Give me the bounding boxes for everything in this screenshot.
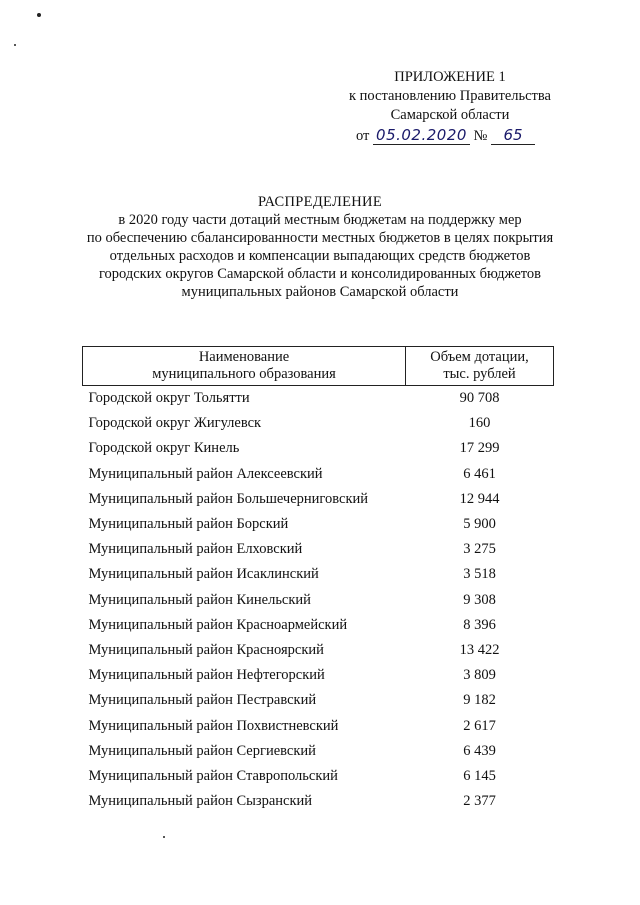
- municipality-name: Муниципальный район Сергиевский: [88, 742, 316, 759]
- table-header-row: [83, 347, 554, 386]
- number-prefix: №: [473, 128, 488, 144]
- subsidy-amount: 9 182: [463, 692, 496, 709]
- municipality-name: Муниципальный район Исаклинский: [88, 566, 319, 583]
- subsidy-amount: 6 461: [463, 465, 496, 482]
- table-row: [83, 487, 554, 512]
- municipality-name: Муниципальный район Борский: [88, 516, 289, 533]
- subsidy-amount: 6 439: [463, 742, 496, 759]
- subsidy-amount: 5 900: [463, 516, 496, 533]
- municipality-name: Муниципальный район Похвистневский: [88, 717, 339, 734]
- appendix-title: ПРИЛОЖЕНИЕ 1: [394, 69, 506, 85]
- order-number: 65: [491, 126, 535, 145]
- table-row: [83, 688, 554, 713]
- title-line: городских округов Самарской области и консолидированных бюджетов: [98, 266, 542, 282]
- table-row: [83, 537, 554, 562]
- appendix-block: [330, 68, 570, 125]
- table-row: [83, 789, 554, 814]
- table-row: [83, 512, 554, 537]
- table-row: [83, 386, 554, 412]
- subsidy-amount: 17 299: [459, 440, 500, 457]
- subsidy-amount: 3 275: [463, 541, 496, 558]
- scan-speck: [14, 44, 16, 46]
- subsidy-amount: 2 617: [463, 717, 496, 734]
- municipality-name: Муниципальный район Елховский: [88, 541, 303, 558]
- subsidy-amount: 6 145: [463, 767, 496, 784]
- order-line: [356, 126, 535, 145]
- municipality-name: Городской округ Жигулевск: [88, 415, 262, 432]
- table-row: [83, 663, 554, 688]
- title-heading: РАСПРЕДЕЛЕНИЕ: [258, 194, 382, 210]
- municipality-name: Муниципальный район Алексеевский: [88, 465, 323, 482]
- municipality-name: Муниципальный район Красноярский: [88, 641, 324, 658]
- municipality-name: Муниципальный район Сызранский: [88, 793, 313, 810]
- subsidy-amount: 2 377: [463, 793, 496, 810]
- header-value-line: тыс. рублей: [443, 366, 516, 382]
- municipality-name: Городской округ Кинель: [88, 440, 240, 457]
- municipality-name: Муниципальный район Красноармейский: [88, 616, 348, 633]
- municipality-name: Муниципальный район Пестравский: [88, 692, 317, 709]
- subsidy-amount: 13 422: [459, 641, 500, 658]
- table-row: [83, 739, 554, 764]
- header-name-line: Наименование: [198, 349, 290, 365]
- table-row: [83, 562, 554, 587]
- table-body: [83, 386, 554, 815]
- municipality-name: Муниципальный район Большечерниговский: [88, 490, 369, 507]
- header-value: [406, 347, 554, 386]
- appendix-region: Самарской области: [390, 107, 510, 123]
- municipality-name: Городской округ Тольятти: [88, 390, 250, 407]
- header-value-line: Объем дотации,: [430, 349, 529, 365]
- appendix-reference: к постановлению Правительства: [349, 88, 551, 104]
- title-line: по обеспечению сбалансированности местных бюджетов в целях покрытия: [86, 230, 554, 246]
- scan-speck: [163, 836, 165, 838]
- date-prefix: от: [356, 128, 370, 144]
- municipality-name: Муниципальный район Ставропольский: [88, 767, 338, 784]
- document-title: [60, 193, 580, 301]
- table-row: [83, 411, 554, 436]
- subsidy-amount: 9 308: [463, 591, 496, 608]
- title-line: в 2020 году части дотаций местным бюджетам на поддержку мер: [118, 212, 522, 228]
- table-row: [83, 588, 554, 613]
- subsidy-amount: 3 518: [463, 566, 496, 583]
- title-line: муниципальных районов Самарской области: [181, 284, 459, 300]
- subsidy-amount: 160: [468, 415, 491, 432]
- table-row: [83, 638, 554, 663]
- subsidy-amount: 3 809: [463, 667, 496, 684]
- scan-speck: [37, 13, 41, 17]
- municipality-name: Муниципальный район Кинельский: [88, 591, 311, 608]
- title-line: отдельных расходов и компенсации выпадающих средств бюджетов: [109, 248, 531, 264]
- table-row: [83, 764, 554, 789]
- header-name: [83, 347, 406, 386]
- table-row: [83, 713, 554, 738]
- subsidy-table: [82, 346, 554, 814]
- subsidy-amount: 90 708: [459, 390, 500, 407]
- table-row: [83, 613, 554, 638]
- subsidy-amount: 12 944: [459, 490, 500, 507]
- order-date: 05.02.2020: [373, 126, 470, 145]
- table-row: [83, 436, 554, 461]
- municipality-name: Муниципальный район Нефтегорский: [88, 667, 325, 684]
- subsidy-amount: 8 396: [463, 616, 496, 633]
- header-name-line: муниципального образования: [152, 366, 336, 382]
- table-row: [83, 462, 554, 487]
